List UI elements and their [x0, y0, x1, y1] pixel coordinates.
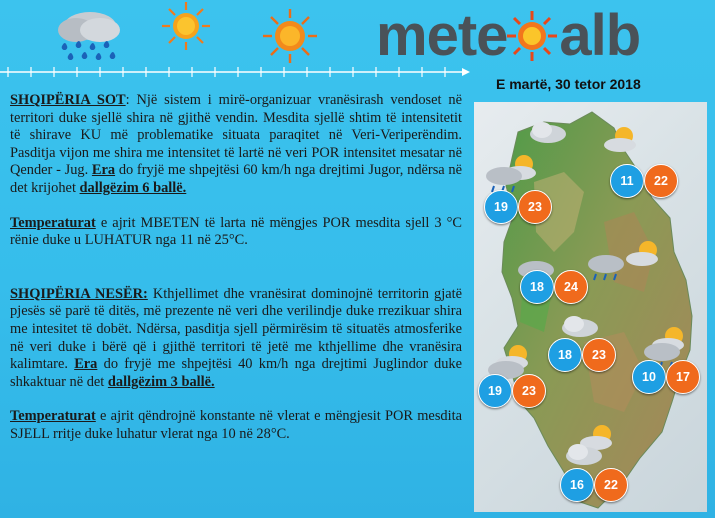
rain-cloud-icon — [52, 8, 124, 64]
sun-cloud-icon — [602, 124, 646, 154]
tomorrow-heading: SHQIPËRIA NESËR: — [10, 285, 148, 302]
max-temp-badge: 23 — [582, 338, 616, 372]
wind-label: Era — [74, 356, 98, 373]
min-temp-badge: 18 — [520, 270, 554, 304]
waves-label: dallgëzim 6 ballë. — [79, 179, 187, 196]
max-temp-badge: 17 — [666, 360, 700, 394]
sun-icon — [160, 0, 212, 52]
max-temp-badge: 22 — [644, 164, 678, 198]
sun-icon — [507, 11, 557, 61]
sun-cloud-icon — [624, 238, 668, 268]
min-temp-badge: 19 — [478, 374, 512, 408]
cloud-icon — [526, 116, 570, 146]
forecast-text — [10, 92, 462, 444]
logo-text-left: mete — [376, 3, 508, 68]
tomorrow-paragraph: SHQIPËRIA NESËR: Kthjellimet dhe vranësirat dominojnë territorin gjatë pjesës së parë të ditës, më prezente në veri dhe verilindje duke rrezikuar shira me intesitet të dobët. Ndërsa, pasditja sjell përmirësim të situatës atmosferike në veri duke i bërë që i gjithë territori të jetë me kthjellime dhe vranësira kalimtare. Era do fryjë me shpejtësi 40 km/h nga drejtimi Juglindor duke shkaktuar në det dallgëzim 3 ballë. — [10, 285, 462, 390]
min-temp-badge: 10 — [632, 360, 666, 394]
logo-text-right: alb — [559, 3, 641, 68]
min-temp-badge: 11 — [610, 164, 644, 198]
min-temp-badge: 19 — [484, 190, 518, 224]
min-temp-badge: 18 — [548, 338, 582, 372]
rain-cloud-icon — [584, 252, 628, 282]
max-temp-badge: 22 — [594, 468, 628, 502]
cloud-icon — [558, 310, 602, 340]
header — [0, 0, 715, 70]
max-temp-badge: 23 — [518, 190, 552, 224]
wind-label: Era — [91, 162, 116, 179]
temperature-heading: Temperaturat — [10, 214, 96, 231]
sun-icon — [262, 8, 318, 64]
ruler-line — [0, 66, 470, 78]
cloud-icon — [562, 438, 606, 468]
today-paragraph: SHQIPËRIA SOT: Një sistem i mirë-organizuar vranësirash vendoset në territori duke sjellë shira në gjithë vendin. Mesdita sjellë shtim të intensitetit të shirave KU më problematike situata paraqitet në Veri-Veriperëndim. Pasditja vijon me shira me intensitet të lartë në veri POR intensitet mesatar në Qender - Jug. Era do fryjë me shpejtësi 60 km/h nga drejtimi Jugor, ndërsa në det krijohet dallgëzim 6 ballë. — [10, 92, 462, 196]
max-temp-badge: 24 — [554, 270, 588, 304]
meteoalb-logo — [376, 4, 706, 68]
tomorrow-temperature: Temperaturat e ajrit qëndrojnë konstante në vlerat e mëngjesit POR mesdita SJELL rritje duke luhatur vlerat nga 10 në 28°C. — [10, 408, 462, 442]
forecast-date: E martë, 30 tetor 2018 — [496, 76, 641, 92]
max-temp-badge: 23 — [512, 374, 546, 408]
today-heading: SHQIPËRIA SOT — [10, 92, 126, 108]
waves-label: dallgëzim 3 ballë. — [107, 373, 215, 390]
albania-weather-map — [474, 102, 707, 512]
temperature-heading: Temperaturat — [10, 408, 96, 425]
min-temp-badge: 16 — [560, 468, 594, 502]
today-temperature: Temperaturat e ajrit MBETEN të larta në mëngjes POR mesdita sjell 3 °C rënie duke u LUHATUR nga 11 në 25°C. — [10, 214, 462, 249]
